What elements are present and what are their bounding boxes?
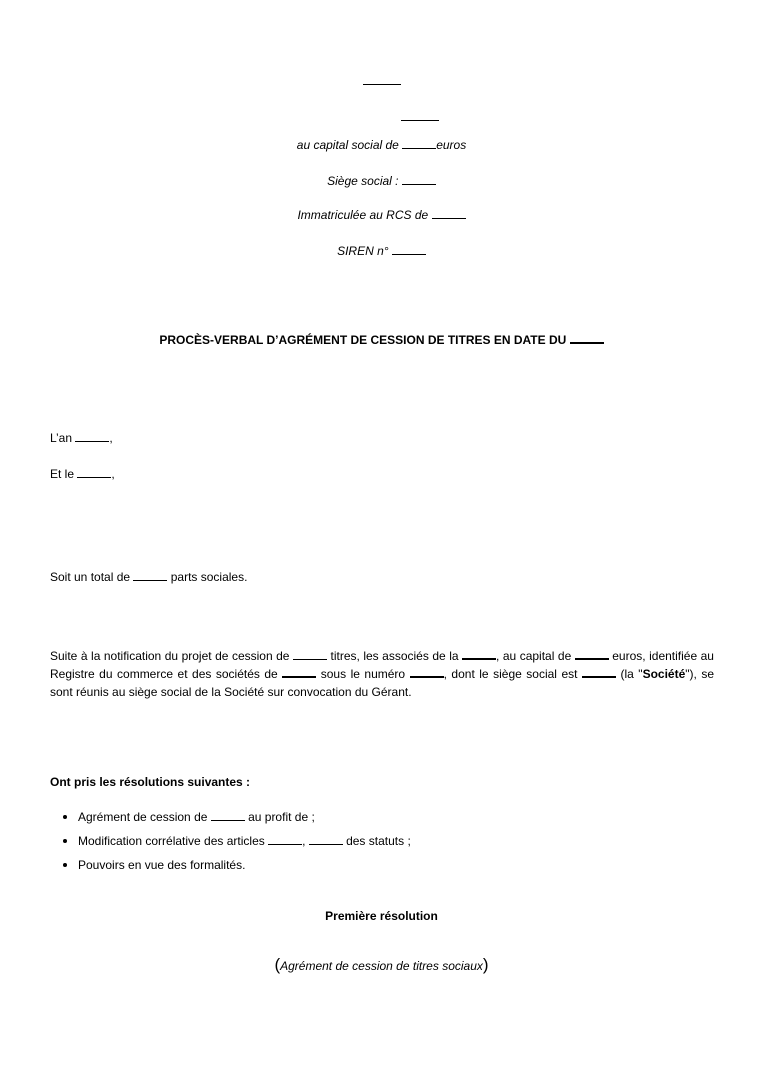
blank-line	[75, 430, 109, 442]
total-line	[50, 568, 714, 586]
text-fragment: euros, identifiée au Registre du commerce et des sociétés de	[50, 649, 714, 681]
notification-paragraph	[50, 647, 714, 701]
first-resolution-subtitle	[0, 956, 763, 975]
text-fragment: (la "	[615, 667, 643, 681]
text-fragment: Agrément de cession de	[78, 810, 211, 824]
blank-line	[392, 243, 426, 255]
blank-line	[462, 647, 496, 660]
blank-line	[363, 84, 401, 85]
blank-line	[77, 466, 111, 478]
text-fragment: Suite à la notification du projet de cession de	[50, 649, 293, 663]
rcs-label: Immatriculée au RCS de	[297, 208, 432, 222]
blank-line	[570, 331, 604, 344]
societe-term: Société	[642, 667, 686, 681]
list-item	[78, 832, 718, 856]
year-line	[50, 429, 714, 447]
date-suffix: ,	[111, 467, 115, 481]
text-fragment: , au capital de	[496, 649, 575, 663]
capital-suffix: euros	[436, 138, 467, 152]
year-suffix: ,	[109, 431, 113, 445]
blank-line	[133, 569, 167, 581]
text-fragment: titres, les associés de la	[326, 649, 463, 663]
blank-line	[293, 648, 327, 660]
text-fragment: "), se sont réunis au siège social de la Société sur convocation du Gérant.	[50, 667, 715, 699]
text-fragment: sous le numéro	[316, 667, 410, 681]
blank-line	[582, 665, 616, 678]
open-paren: (	[274, 955, 281, 974]
date-prefix: Et le	[50, 467, 78, 481]
blank-line	[401, 120, 439, 121]
first-resolution-title: Première résolution	[325, 909, 438, 923]
blank-line	[282, 665, 316, 678]
blank-line	[432, 207, 466, 219]
company-form-blank	[0, 108, 763, 126]
text-fragment: Modification corrélative des articles	[78, 834, 269, 848]
close-paren: )	[482, 955, 489, 974]
siren-line	[0, 242, 763, 260]
blank-line	[402, 173, 436, 185]
year-prefix: L’an	[50, 431, 76, 445]
resolutions-list	[50, 808, 718, 880]
text-fragment: , dont le siège social est	[443, 667, 582, 681]
siege-line	[0, 172, 763, 190]
blank-line	[575, 647, 609, 660]
subtitle-text: Agrément de cession de titres sociaux	[280, 959, 483, 973]
list-item	[78, 808, 718, 832]
siren-label: SIREN n°	[337, 244, 392, 258]
resolutions-heading: Ont pris les résolutions suivantes :	[50, 775, 251, 789]
text-fragment: au profit de ;	[244, 810, 315, 824]
list-item	[78, 856, 718, 880]
text-fragment: Pouvoirs en vue des formalités.	[78, 858, 246, 872]
blank-line	[309, 833, 343, 845]
blank-line	[402, 137, 436, 149]
capital-prefix: au capital social de	[296, 138, 403, 152]
text-fragment: ,	[302, 834, 309, 848]
blank-line	[211, 809, 245, 821]
blank-line	[268, 833, 302, 845]
capital-line	[0, 136, 763, 154]
rcs-line	[0, 206, 763, 224]
total-suffix: parts sociales.	[167, 570, 248, 584]
date-line	[50, 465, 714, 483]
text-fragment: des statuts ;	[342, 834, 411, 848]
blank-line	[410, 665, 444, 678]
company-name-blank	[0, 72, 763, 90]
document-title	[0, 331, 763, 349]
total-prefix: Soit un total de	[50, 570, 134, 584]
siege-label: Siège social :	[327, 174, 402, 188]
title-text: PROCÈS-VERBAL D’AGRÉMENT DE CESSION DE TITRES EN DATE DU	[159, 333, 570, 347]
